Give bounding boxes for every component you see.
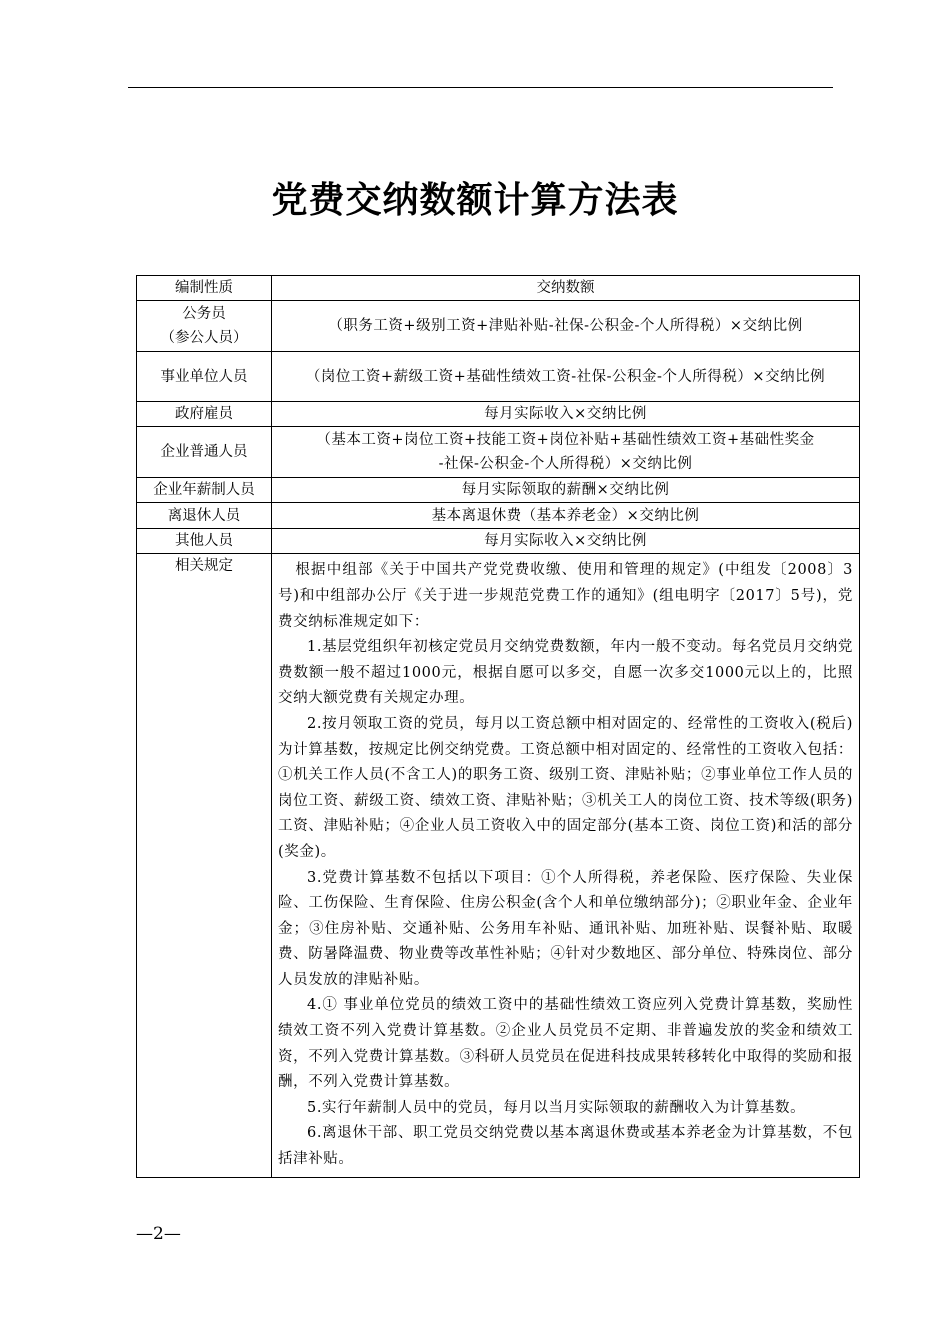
row-formula: 每月实际收入×交纳比例 [272,529,860,554]
table-header-row [137,276,860,301]
row-category [137,301,272,352]
rules-paragraph: 3.党费计算基数不包括以下项目：①个人所得税，养老保险、医疗保险、失业保险、工伤保险、生育保险、住房公积金(含个人和单位缴纳部分)；②职业年金、企业年金；③住房补贴、交通补贴、公务用车补贴、通讯补贴、加班补贴、误餐补贴、取暖费、防暑降温费、物业费等改革性补贴；④针对少数地区、部分单位、特殊岗位、部分人员发放的津贴补贴。 [278,869,853,988]
page-number: —2— [136,1224,181,1244]
row-formula: （岗位工资+薪级工资+基础性绩效工资-社保-公积金-个人所得税）×交纳比例 [272,352,860,402]
row-category: 企业普通人员 [137,427,272,478]
rules-label: 相关规定 [137,554,272,1178]
category-line: （参公人员） [160,330,248,346]
row-formula: 每月实际领取的薪酬×交纳比例 [272,478,860,503]
rules-paragraph: 1.基层党组织年初核定党员月交纳党费数额，年内一般不变动。每名党员月交纳党费数额一般不超过1000元，根据自愿可以多交，自愿一次多交1000元以上的，比照交纳大额党费有关规定办理。 [278,639,853,707]
header-rule [128,87,833,88]
rules-text [272,554,860,1178]
rules-paragraph: 2.按月领取工资的党员，每月以工资总额中相对固定的、经常性的工资收入(税后)为计算基数，按规定比例交纳党费。工资总额中相对固定的、经常性的工资收入包括：①机关工作人员(不含工人)的职务工资、级别工资、津贴补贴；②事业单位工作人员的岗位工资、薪级工资、绩效工资、津贴补贴；③机关工人的岗位工资、技术等级(职务)工资、津贴补贴；④企业人员工资收入中的固定部分(基本工资、岗位工资)和活的部分(奖金)。 [278,715,853,860]
table-row [137,301,860,352]
formula-line: -社保-公积金-个人所得税）×交纳比例 [438,456,693,472]
row-category: 事业单位人员 [137,352,272,402]
rules-row [137,554,860,1178]
header-amount: 交纳数额 [272,276,860,301]
table-row [137,529,860,554]
rules-paragraph: 4.① 事业单位党员的绩效工资中的基础性绩效工资应列入党费计算基数，奖励性绩效工资不列入党费计算基数。②企业人员党员不定期、非普遍发放的奖金和绩效工资，不列入党费计算基数。③科研人员党员在促进科技成果转移转化中取得的奖励和报酬，不列入党费计算基数。 [278,997,853,1091]
row-formula [272,427,860,478]
table-row [137,478,860,503]
formula-line: （基本工资+岗位工资+技能工资+岗位补贴+基础性绩效工资+基础性奖金 [316,432,815,448]
row-formula: 基本离退休费（基本养老金）×交纳比例 [272,503,860,529]
table-row [137,352,860,402]
row-category: 离退休人员 [137,503,272,529]
rules-paragraph: 5.实行年薪制人员中的党员，每月以当月实际领取的薪酬收入为计算基数。 [307,1099,806,1116]
rules-paragraph: 根据中组部《关于中国共产党党费收缴、使用和管理的规定》(中组发〔2008〕3号)和中组部办公厅《关于进一步规范党费工作的通知》(组电明字〔2017〕5号)，党费交纳标准规定如下： [278,562,853,630]
table-row [137,427,860,478]
row-category: 企业年薪制人员 [137,478,272,503]
page-title: 党费交纳数额计算方法表 [271,179,679,221]
table-row [137,503,860,529]
fee-calculation-table [136,275,860,1178]
row-formula: 每月实际收入×交纳比例 [272,402,860,427]
category-line: 公务员 [182,306,226,322]
rules-paragraph: 6.离退休干部、职工党员交纳党费以基本离退休费或基本养老金为计算基数，不包括津补贴。 [278,1125,853,1168]
header-category: 编制性质 [137,276,272,301]
row-formula: （职务工资+级别工资+津贴补贴-社保-公积金-个人所得税）×交纳比例 [272,301,860,352]
row-category: 政府雇员 [137,402,272,427]
row-category: 其他人员 [137,529,272,554]
table-row [137,402,860,427]
